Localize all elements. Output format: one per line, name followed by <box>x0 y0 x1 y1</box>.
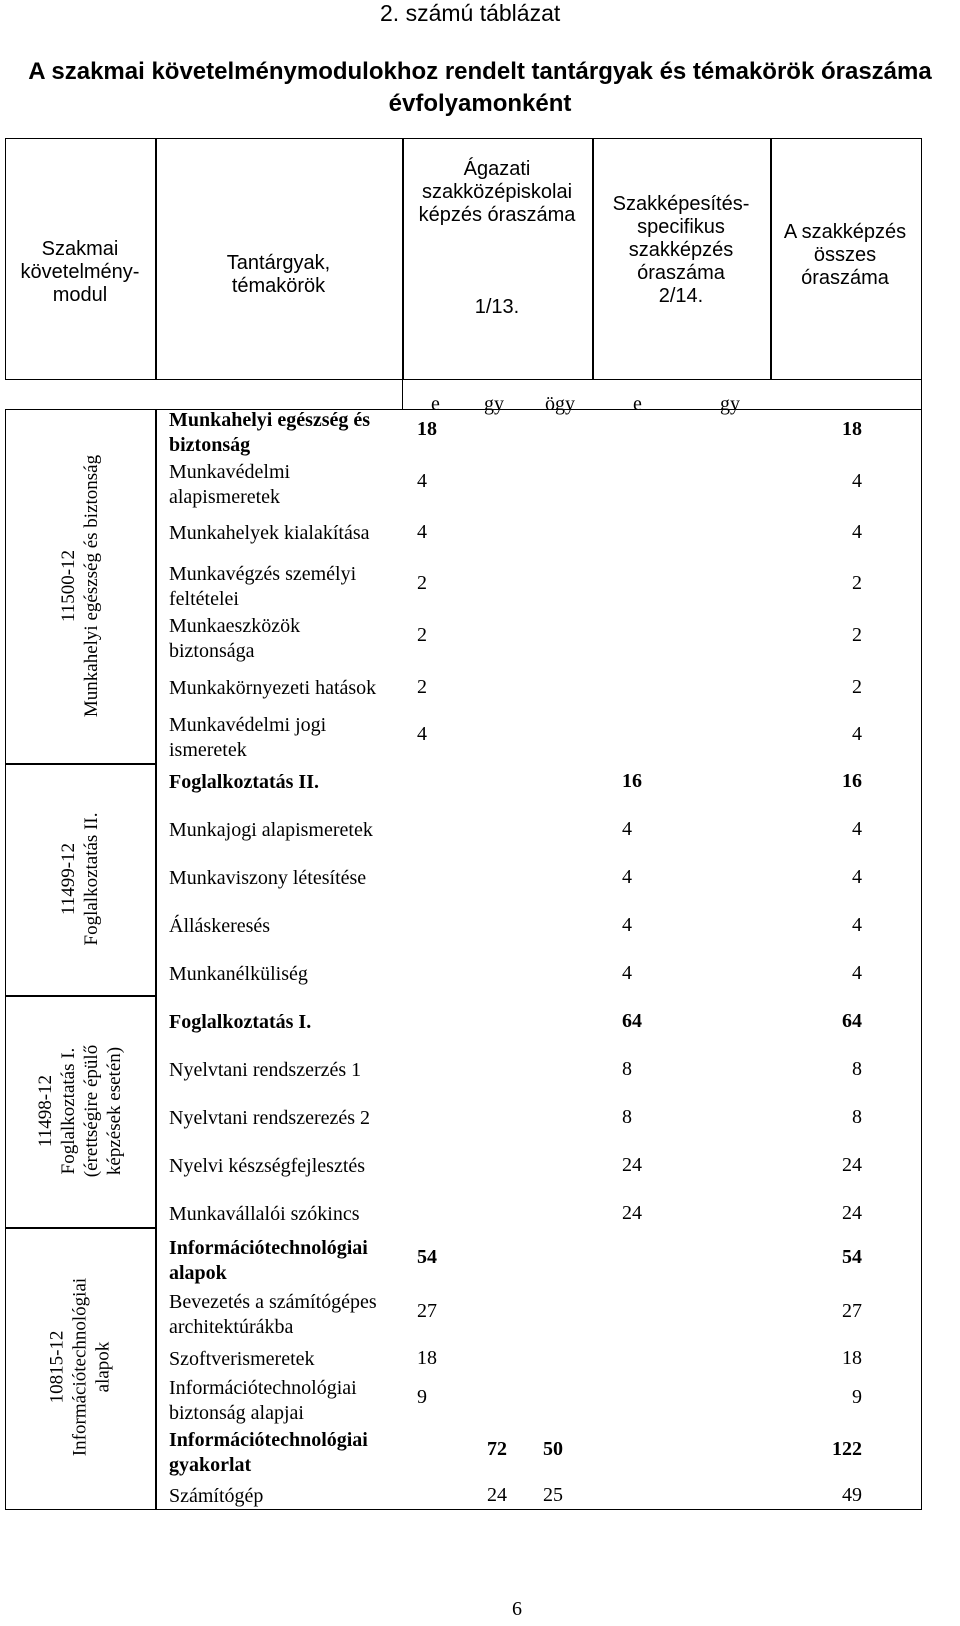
cell-e2: 24 <box>622 1154 642 1176</box>
module-code: 11499-12 <box>58 842 79 916</box>
cell-gy1: 24 <box>487 1484 507 1506</box>
cell-e1: 18 <box>417 418 437 440</box>
row-label <box>169 460 290 510</box>
row-label-line: Munkahelyi egészség és <box>169 409 371 431</box>
cell-e2: 4 <box>622 962 632 984</box>
module-name: Információtechnológiai <box>69 1277 91 1457</box>
row-label-line: alapismeretek <box>169 486 281 508</box>
row-label <box>169 1484 263 1509</box>
header-text: összes <box>813 244 877 266</box>
cell-e1: 9 <box>417 1386 427 1408</box>
header-text: követelmény- <box>20 261 140 283</box>
cell-e1: 54 <box>417 1246 437 1268</box>
module-name: képzések esetén) <box>104 1046 125 1176</box>
subheader-gy: gy <box>484 393 504 415</box>
row-label-line: alapok <box>169 1262 227 1284</box>
module-name: (érettségire épülő <box>81 1044 102 1178</box>
row-label-line: Információtechnológiai <box>169 1429 368 1451</box>
header-col-module <box>5 238 155 307</box>
cell-total: 24 <box>842 1202 862 1224</box>
header-text: óraszáma <box>801 267 889 289</box>
cell-e2: 24 <box>622 1202 642 1224</box>
header-text: óraszáma <box>637 262 725 284</box>
cell-e2: 8 <box>622 1058 632 1080</box>
cell-total: 2 <box>852 676 862 698</box>
module-name: Munkahelyi egészség és biztonság <box>81 454 102 718</box>
row-label-line: biztonság alapjai <box>169 1402 304 1424</box>
cell-total: 18 <box>842 1347 862 1369</box>
cell-total: 49 <box>842 1484 862 1506</box>
cell-e1: 2 <box>417 624 427 646</box>
cell-total: 16 <box>842 770 862 792</box>
row-label <box>169 818 373 843</box>
row-label-line: Munkakörnyezeti hatások <box>169 677 377 699</box>
cell-total: 4 <box>852 866 862 888</box>
row-label-line: Munkanélküliség <box>169 963 308 985</box>
row-label <box>169 521 370 546</box>
page-number: 6 <box>512 1598 522 1620</box>
row-label-line: Nyelvtani rendszerezés 2 <box>169 1107 371 1129</box>
cell-e2: 4 <box>622 914 632 936</box>
module-label-11499 <box>57 813 103 946</box>
row-label <box>169 408 370 458</box>
cell-total: 64 <box>842 1010 862 1032</box>
row-label <box>169 1154 365 1179</box>
cell-ogy: 25 <box>543 1484 563 1506</box>
header-col-total <box>770 221 920 290</box>
row-label <box>169 770 319 795</box>
cell-e2: 16 <box>622 770 642 792</box>
page-title: A szakmai követelménymodulokhoz rendelt tantárgyak és témakörök óraszáma <box>28 58 932 85</box>
subheader-gy2: gy <box>720 393 740 415</box>
cell-total: 4 <box>852 723 862 745</box>
cell-total: 4 <box>852 470 862 492</box>
row-label-line: Munkajogi alapismeretek <box>169 819 373 841</box>
cell-total: 24 <box>842 1154 862 1176</box>
header-text: specifikus <box>637 216 725 238</box>
row-label-line: Munkavédelmi <box>169 461 291 483</box>
cell-e1: 2 <box>417 676 427 698</box>
header-text: Tantárgyak, <box>226 252 331 274</box>
row-label-line: Munkavállalói szókincs <box>169 1203 360 1225</box>
module-name: Foglalkoztatás II. <box>81 812 102 946</box>
row-label <box>169 676 376 701</box>
module-name: Foglalkoztatás I. <box>58 1047 79 1175</box>
cell-e1: 2 <box>417 572 427 594</box>
row-label-line: Nyelvtani rendszerzés 1 <box>169 1059 362 1081</box>
cell-total: 27 <box>842 1300 862 1322</box>
row-label-line: architektúrákba <box>169 1316 294 1338</box>
cell-total: 9 <box>852 1386 862 1408</box>
row-label-line: Információtechnológiai <box>169 1237 368 1259</box>
row-label-line: Álláskeresés <box>169 915 271 937</box>
cell-e1: 27 <box>417 1300 437 1322</box>
cell-e1: 4 <box>417 521 427 543</box>
row-label-line: Munkaviszony létesítése <box>169 867 367 889</box>
cell-total: 4 <box>852 914 862 936</box>
header-col-subject <box>155 252 402 298</box>
cell-total: 2 <box>852 624 862 646</box>
cell-total: 4 <box>852 962 862 984</box>
row-label-line: Bevezetés a számítógépes <box>169 1291 377 1313</box>
row-label <box>169 866 366 891</box>
cell-total: 4 <box>852 521 862 543</box>
cell-e2: 8 <box>622 1106 632 1128</box>
header-text: témakörök <box>231 275 326 297</box>
subheader-e: e <box>431 393 440 415</box>
row-label-line: gyakorlat <box>169 1454 252 1476</box>
row-label-line: Foglalkoztatás II. <box>169 771 319 793</box>
row-label-line: Számítógép <box>169 1485 264 1507</box>
module-label-10815 <box>46 1278 115 1456</box>
row-label <box>169 1347 315 1372</box>
header-text: Ágazati <box>463 158 531 180</box>
row-label-line: biztonsága <box>169 640 255 662</box>
cell-e2: 4 <box>622 866 632 888</box>
header-text: Szakképesítés- <box>612 193 750 215</box>
cell-ogy: 50 <box>543 1438 563 1460</box>
row-label-line: Munkaeszközök <box>169 615 301 637</box>
cell-total: 18 <box>842 418 862 440</box>
row-label <box>169 1376 357 1426</box>
page-title-line2: évfolyamonként <box>388 90 572 117</box>
header-text: modul <box>52 284 108 306</box>
cell-gy1: 72 <box>487 1438 507 1460</box>
row-label-line: Munkavégzés személyi <box>169 563 357 585</box>
row-label-line: ismeretek <box>169 739 247 761</box>
row-label <box>169 614 300 664</box>
cell-total: 8 <box>852 1058 862 1080</box>
row-label-line: biztonság <box>169 434 251 456</box>
row-label <box>169 1236 368 1286</box>
cell-e1: 18 <box>417 1347 437 1369</box>
row-label-line: Nyelvi készségfejlesztés <box>169 1155 366 1177</box>
row-label <box>169 1428 368 1478</box>
cell-total: 8 <box>852 1106 862 1128</box>
header-text: 2/14. <box>658 285 704 307</box>
header-col-sector <box>402 158 592 227</box>
module-code: 11500-12 <box>58 549 79 623</box>
row-label-line: Munkavédelmi jogi <box>169 714 327 736</box>
module-name: alapok <box>92 1341 114 1393</box>
header-text: szakképzés <box>628 239 734 261</box>
cell-total: 54 <box>842 1246 862 1268</box>
row-label-line: Munkahelyek kialakítása <box>169 522 370 544</box>
row-label <box>169 1106 370 1131</box>
cell-e2: 64 <box>622 1010 642 1032</box>
cell-total: 122 <box>832 1438 862 1460</box>
row-label-line: Szoftverismeretek <box>169 1348 315 1370</box>
row-label <box>169 1290 377 1340</box>
module-label-11500 <box>57 455 103 717</box>
cell-total: 4 <box>852 818 862 840</box>
header-text: Szakmai <box>41 238 119 260</box>
table-caption: 2. számú táblázat <box>380 0 561 26</box>
row-label <box>169 1202 360 1227</box>
subheader-row <box>402 365 922 410</box>
cell-total: 2 <box>852 572 862 594</box>
header-text: szakközépiskolai <box>421 181 573 203</box>
row-label <box>169 914 270 939</box>
row-label <box>169 1058 361 1083</box>
module-code: 11498-12 <box>35 1074 56 1148</box>
row-label-line: Foglalkoztatás I. <box>169 1011 312 1033</box>
header-col-specific <box>592 193 770 308</box>
cell-e2: 4 <box>622 818 632 840</box>
module-code: 10815-12 <box>46 1330 68 1404</box>
cell-e1: 4 <box>417 470 427 492</box>
module-label-11498 <box>34 1045 126 1177</box>
row-label <box>169 962 308 987</box>
row-label <box>169 562 356 612</box>
row-label-line: Információtechnológiai <box>169 1377 357 1399</box>
row-label-line: feltételei <box>169 588 239 610</box>
row-label <box>169 713 326 763</box>
cell-e1: 4 <box>417 723 427 745</box>
row-label <box>169 1010 311 1035</box>
subheader-e2: e <box>633 393 642 415</box>
header-text: A szakképzés <box>783 221 907 243</box>
subheader-ogy: ögy <box>545 393 575 415</box>
header-col-sector-year: 1/13. <box>474 296 520 318</box>
header-text: képzés óraszáma <box>418 204 576 226</box>
